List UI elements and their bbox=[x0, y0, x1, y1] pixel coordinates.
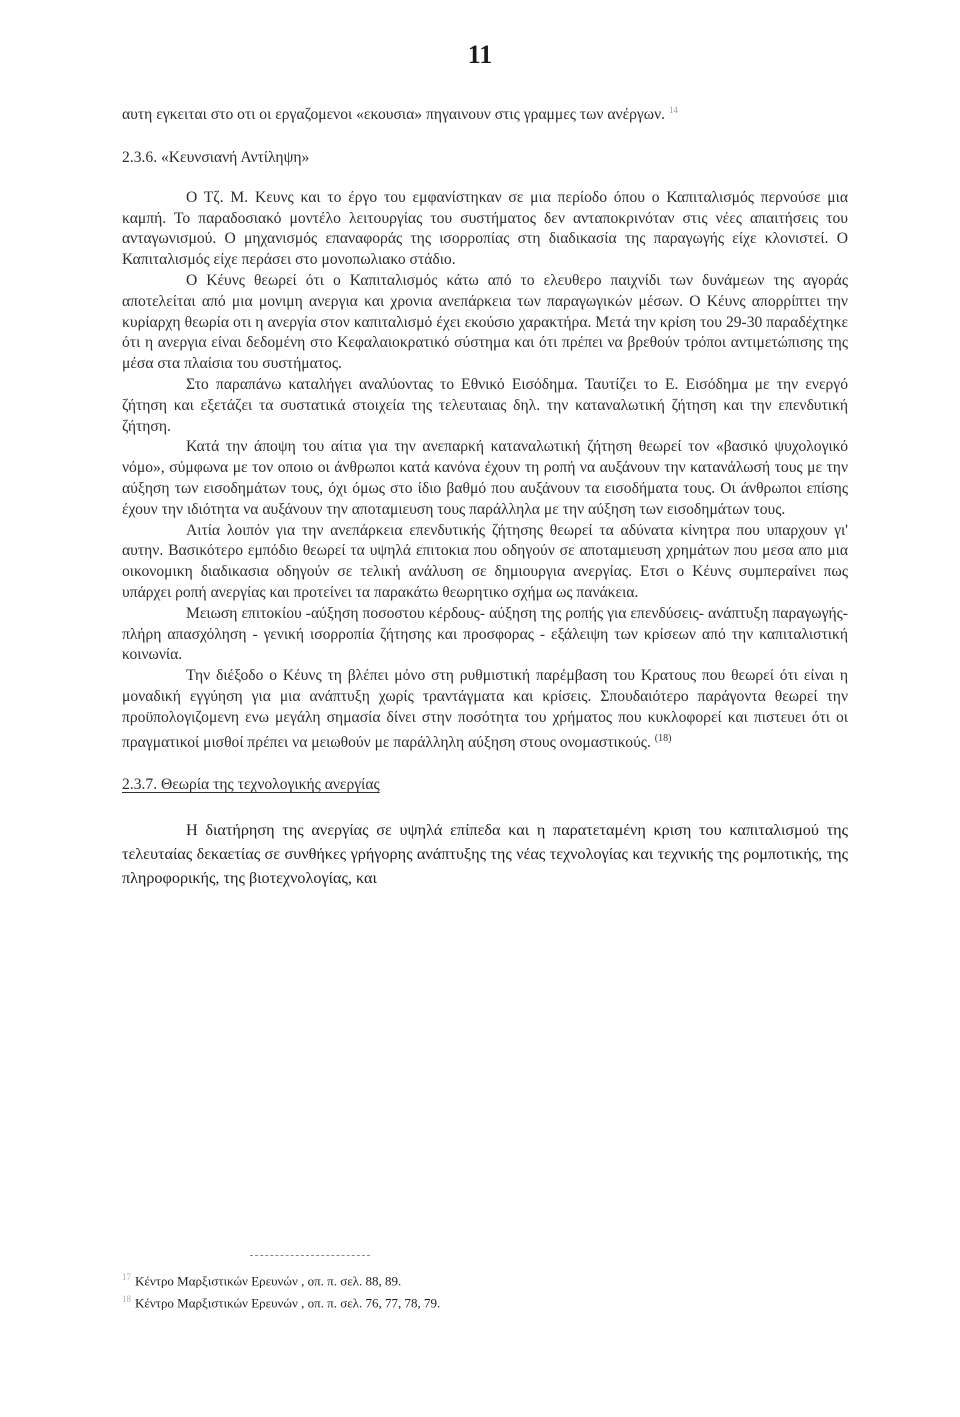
page-number: 11 bbox=[467, 40, 493, 69]
paragraph: Η διατήρηση της ανεργίας σε υψηλά επίπεδα και η παρατεταμένη κριση του καπιταλισμού της τελευταίας δεκαετίας σε συνθήκες γρήγορης ανάπτυξης της νέας τεχνολογίας και τεχνικής της ρομποτικής, της πληροφορικής, της βιοτεχνολογίας, και bbox=[122, 821, 848, 888]
paragraph: Αιτία λοιπόν για την ανεπάρκεια επενδυτικής ζήτησης θεωρεί τα αδύνατα κίνητρα που υπαρχουν γι' αυτην. Βασικότερο εμπόδιο θεωρεί τα υψηλά επιτοκια που οδηγούν σε αποταμιευση χρημάτων που μεσα απο μια οικονομικη διαδικασια οδηγούν σε τελική ανάλυση σε δημιουργια ανεργίας. Ετσι ο Κέυνς συμπεραίνει πως υπάρχει ροπή ανεργίας και προτείνει τα παρακάτω θεωρητικο σχήμα ως πανάκεια. bbox=[122, 521, 848, 601]
paragraph: Κατά την άποψη του αίτια για την ανεπαρκή καταναλωτική ζήτηση θεωρεί τον «βασικό ψυχολογικό νόμο», σύμφωνα με τον οποιο οι άνθρωποι κατά κανόνα έχουν τη ροπή να αυξάνουν την κατανάλωσή τους με την αύξηση των εισοδημάτων τους, όχι όμως στο ίδιο βαθμό που αυξάνουν τα εισοδήματα τους. Οι άνθρωποι επίσης έχουν την ιδιότητα να αυξάνουν την αποταμιευση τους παράλληλα με την αύξηση των εισοδημάτων τους. bbox=[122, 438, 848, 518]
paragraph: Την διέξοδο ο Κέυνς τη βλέπει μόνο στη ρυθμιστική παρέμβαση του Κρατους που θεωρεί ότι είναι η μοναδική εγγύηση για μια ανάπτυξη χωρίς τραντάγματα και κρίσεις. Σπουδαιότερο παράγοντα θεωρεί την προϋπολογιζομενη ενω μεγάλη σημασία δίνει στην ποσότητα του χρήματος που κυκλοφορεί και πιστευει ότι οι πραγματικοί μισθοί πρέπει να μειωθούν με παράλληλη αύξηση στους ονομαστικούς. $^{(18)}$ bbox=[122, 667, 848, 751]
section-heading-2-3-6: 2.3.6. «Κευνσιανή Αντίληψη» bbox=[122, 148, 310, 166]
paragraph: Ο Τζ. Μ. Κευνς και το έργο του εμφανίστηκαν σε μια περίοδο όπου ο Καπιταλισμός περνούσε μια καμπή. Το παραδοσιακό μοντέλο λειτουργίας του συστήματος δεν ανταποκρινόταν στις νέες απαιτήσεις του ανταγωνισμού. Ο μηχανισμός επαναφοράς της ισορροπίας στη διαδικασία της παραγωγής είχε κλονιστεί. Ο Καπιταλισμός είχε περάσει στο μονοπωλιακο στάδιο. bbox=[122, 188, 848, 269]
footnote: $^{17}$ Κέντρο Μαρξιστικών Ερευνών , οπ. π. σελ. 88, 89. bbox=[122, 1272, 402, 1289]
footnote: $^{18}$ Κέντρο Μαρξιστικών Ερευνών , οπ. π. σελ. 76, 77, 78, 79. bbox=[122, 1294, 441, 1311]
footnotes bbox=[122, 1268, 842, 1313]
footnote-mark: 14 bbox=[668, 105, 678, 115]
paragraph: Μειωση επιτοκίου -αύξηση ποσοστου κέρδους- αύξηση της ροπής για επενδύσεις- ανάπτυξη παραγωγής- πλήρη απασχόληση - γενική ισορροπία ζήτησης και προσφορας - εξάλειψη των κρίσεων από την καπιταλιστική κοινωνία. bbox=[122, 604, 848, 664]
document-body bbox=[122, 100, 848, 890]
footnote-separator bbox=[250, 1255, 370, 1256]
reference-mark: (18) bbox=[654, 732, 672, 744]
paragraph: Ο Κέυνς θεωρεί ότι ο Καπιταλισμός κάτω από το ελευθερο παιχνίδι των δυνάμεων της αγοράς αποτελείται από μια μονιμη ανεργια και χρονια ανεπάρκεια των παραγωγικών μέσων. Ο Κέυνς απορρίπτει την κυρίαρχη θεωρία οτι η ανεργία στον καπιταλισμό έχει εκούσιο χαρακτήρα. Μετά την κρίση του 29-30 παραδέχτηκε ότι η ανεργια είναι δεδομένη στο Κεφαλαιοκρατικό σύστημα και ότι πρέπει να βρεθούν τρόποι αντιμετώπισης της μέσα στα πλαίσια του συστήματος. bbox=[122, 271, 848, 373]
paragraph-continuation: αυτη εγκειται στο οτι οι εργαζομενοι «εκουσια» πηγαινουν στις γραμμες των ανέργων. $^{14}$ bbox=[122, 105, 678, 124]
paragraph: Στο παραπάνω καταλήγει αναλύοντας το Εθνικό Εισόδημα. Ταυτίζει το Ε. Εισόδημα με την ενεργό ζήτηση και εξετάζει τα συστατικά στοιχεία της τελευταιας δηλ. την καταναλωτική ζήτηση και την επενδυτική ζήτηση. bbox=[122, 375, 848, 435]
section-heading-2-3-7: 2.3.7. Θεωρία της τεχνολογικής ανεργίας bbox=[122, 776, 380, 794]
